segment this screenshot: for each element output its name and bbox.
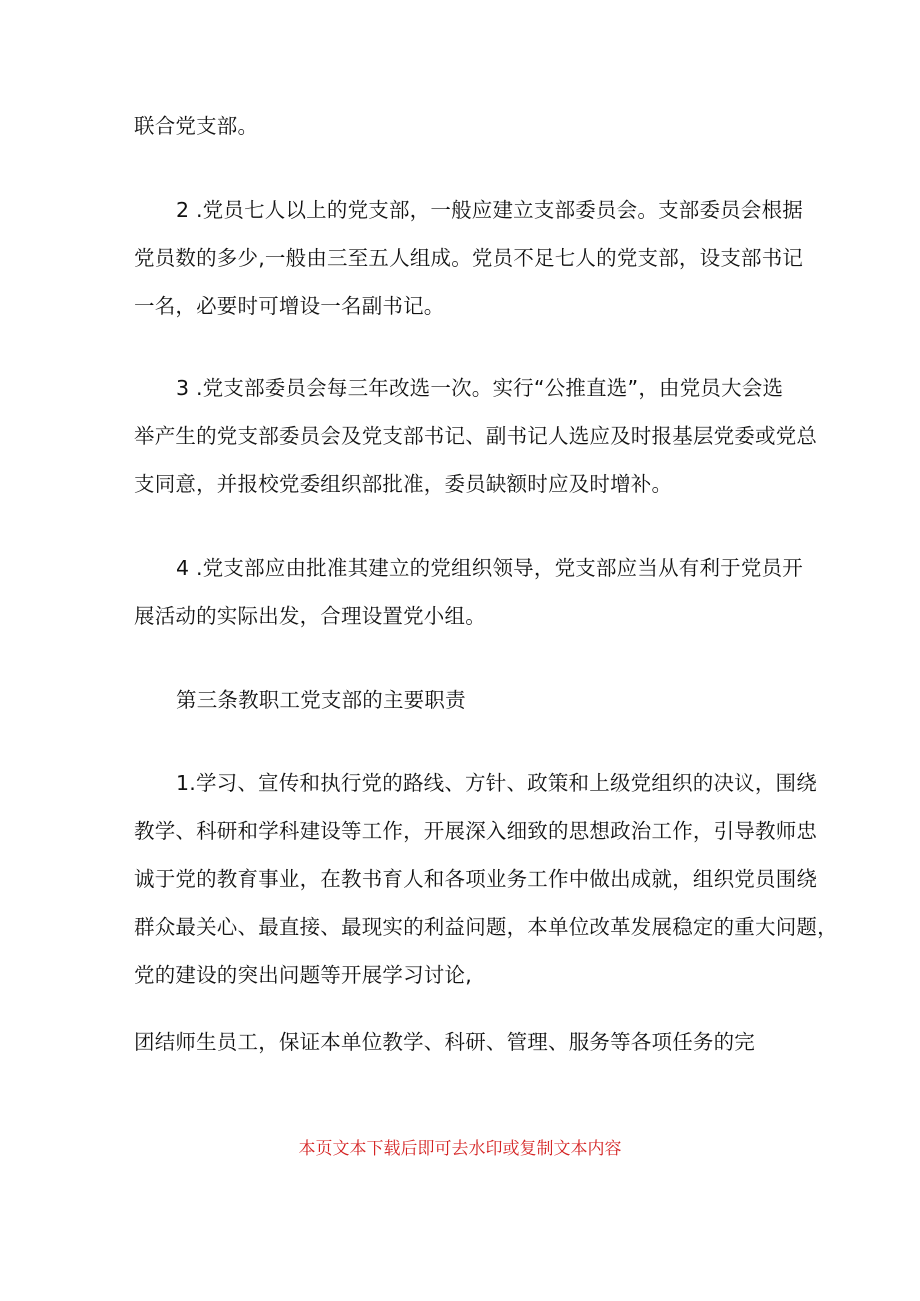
text-line: 一名，必要时可增设一名副书记。 [134, 294, 445, 318]
text-line: 党的建设的突出问题等开展学习讨论, [134, 963, 472, 987]
text-line: 支同意，并报校党委组织部批准，委员缺额时应及时增补。 [134, 472, 673, 496]
text-line: 3 .党支部委员会每三年改选一次。实行“公推直选”，由党员大会选 [176, 376, 784, 400]
watermark-removal-note: 本页文本下载后即可去水印或复制文本内容 [298, 1139, 622, 1159]
text-line: 4 .党支部应由批准其建立的党组织领导，党支部应当从有利于党员开 [176, 556, 803, 580]
text-line: 举产生的党支部委员会及党支部书记、副书记人选应及时报基层党委或党总 [134, 424, 818, 448]
section-heading: 第三条教职工党支部的主要职责 [176, 688, 466, 712]
text-line: 教学、科研和学科建设等工作，开展深入细致的思想政治工作，引导教师忠 [134, 819, 818, 843]
text-line: 展活动的实际出发，合理设置党小组。 [134, 604, 486, 628]
text-line: 群众最关心、最直接、最现实的利益问题，本单位改革发展稳定的重大问题， [134, 915, 838, 939]
text-line: 2 .党员七人以上的党支部，一般应建立支部委员会。支部委员会根据 [176, 198, 803, 222]
text-line: 党员数的多少,一般由三至五人组成。党员不足七人的党支部，设支部书记 [134, 246, 804, 270]
text-line: 团结师生员工，保证本单位教学、科研、管理、服务等各项任务的完 [134, 1030, 755, 1054]
text-line: 联合党支部。 [134, 114, 259, 138]
text-line: 诚于党的教育事业，在教书育人和各项业务工作中做出成就，组织党员围绕 [134, 867, 818, 891]
text-line: 1.学习、宣传和执行党的路线、方针、政策和上级党组织的决议，围绕 [176, 771, 817, 795]
